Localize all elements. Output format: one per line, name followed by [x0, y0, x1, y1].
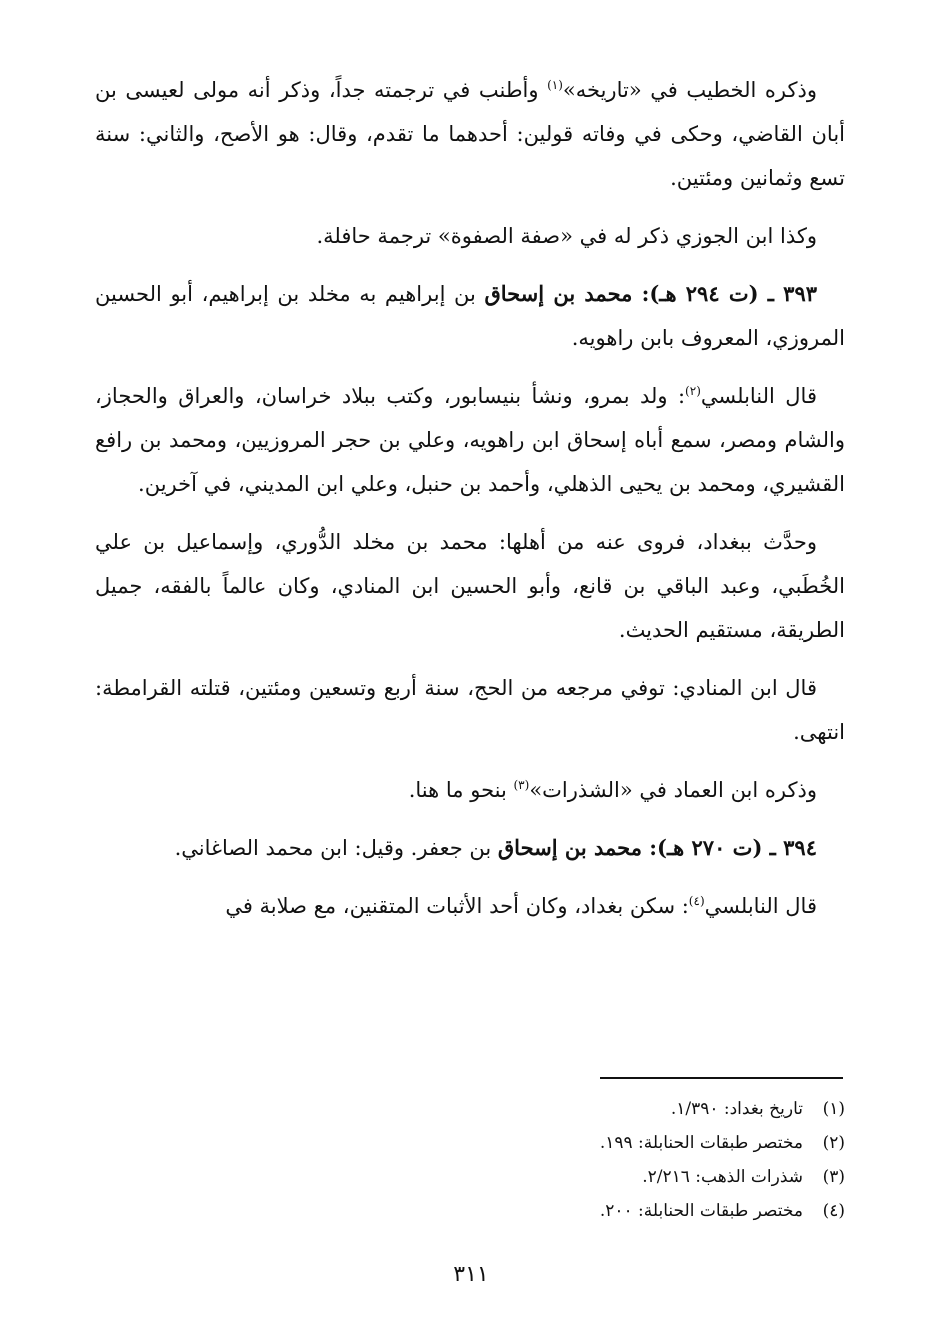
paragraph-1-text: وذكره الخطيب في «تاريخه»	[562, 78, 817, 102]
paragraph-5-text: وحدَّث ببغداد، فروى عنه من أهلها: محمد بن مخلد الدُّوري، وإسماعيل بن علي الخُطَبي، وعبد الباقي بن قانع، وأبو الحسين ابن المنادي، وكان عالماً بالفقه، جميل الطريقة، مستقيم الحديث.	[95, 530, 845, 642]
footnote-ref-1: (١)	[547, 78, 563, 92]
entry-393-heading: ٣٩٣ ـ (ت ٢٩٤ هـ): محمد بن إسحاق	[484, 281, 818, 306]
paragraph-4-text-cont: : ولد بمرو، ونشأ بنيسابور، وكتب ببلاد خراسان، والعراق والحجاز، والشام ومصر، سمع أباه إسحاق ابن راهويه، وعلي بن حجر المروزيين، ومحمد بن رافع القشيري، ومحمد بن يحيى الذهلي، وأحمد بن حنبل، وعلي ابن المديني، في آخرين.	[95, 384, 845, 496]
paragraph-1	[95, 68, 845, 200]
paragraph-2-text: وكذا ابن الجوزي ذكر له في «صفة الصفوة» ترجمة حافلة.	[316, 224, 817, 248]
paragraph-4-text: قال النابلسي	[700, 384, 817, 408]
entry-394-heading: ٣٩٤ ـ (ت ٢٧٠ هـ): محمد بن إسحاق	[497, 835, 817, 860]
paragraph-5	[95, 520, 845, 652]
paragraph-2	[95, 214, 845, 258]
footnote-ref-2: (٢)	[685, 384, 701, 398]
paragraph-7	[95, 768, 845, 812]
footnote-text: مختصر طبقات الحنابلة: ٢٠٠.	[599, 1201, 803, 1221]
page-body	[95, 68, 845, 942]
paragraph-7-text: وذكره ابن العماد في «الشذرات»	[529, 778, 817, 802]
footnote-number: (٣)	[822, 1167, 845, 1187]
footnote-number: (١)	[822, 1099, 845, 1119]
entry-394	[95, 826, 845, 870]
entry-394-text: بن جعفر. وقيل: ابن محمد الصاغاني.	[174, 836, 498, 860]
paragraph-6-text: قال ابن المنادي: توفي مرجعه من الحج، سنة أربع وتسعين ومئتين، قتلته القرامطة: انتهى.	[95, 676, 845, 744]
footnote-number: (٢)	[822, 1133, 845, 1153]
footnote-ref-3: (٣)	[513, 778, 530, 792]
paragraph-7-text-cont: بنحو ما هنا.	[408, 778, 514, 802]
footnote-ref-4: (٤)	[688, 894, 705, 908]
paragraph-4	[95, 374, 845, 506]
page-number: ٣١١	[453, 1262, 489, 1287]
paragraph-1-text-cont: وأطنب في ترجمته جداً، وذكر أنه مولى لعيسى بن أبان القاضي، وحكى في وفاته قولين: أحدهما ما تقدم، وقال: هو الأصح، والثاني: سنة تسع وثمانين ومئتين.	[95, 78, 845, 190]
footnote-1	[445, 1092, 845, 1126]
footnote-3	[445, 1160, 845, 1194]
footnote-divider	[600, 1077, 843, 1079]
footnote-number: (٤)	[822, 1201, 845, 1221]
paragraph-9-text-cont: : سكن بغداد، وكان أحد الأثبات المتقنين، مع صلابة في	[225, 894, 689, 918]
paragraph-9	[95, 884, 845, 928]
footnote-text: شذرات الذهب: ٢/٢١٦.	[642, 1167, 803, 1187]
footnote-text: مختصر طبقات الحنابلة: ١٩٩.	[599, 1133, 803, 1153]
paragraph-9-text: قال النابلسي	[704, 894, 817, 918]
footnote-4	[445, 1194, 845, 1228]
footnote-2	[445, 1126, 845, 1160]
entry-393-text: بن إبراهيم به مخلد بن إبراهيم، أبو الحسين المروزي، المعروف بابن راهويه.	[95, 282, 845, 350]
footnotes	[445, 1092, 845, 1228]
paragraph-6	[95, 666, 845, 754]
footnote-text: تاريخ بغداد: ١/٣٩٠.	[670, 1099, 803, 1119]
entry-393	[95, 272, 845, 360]
